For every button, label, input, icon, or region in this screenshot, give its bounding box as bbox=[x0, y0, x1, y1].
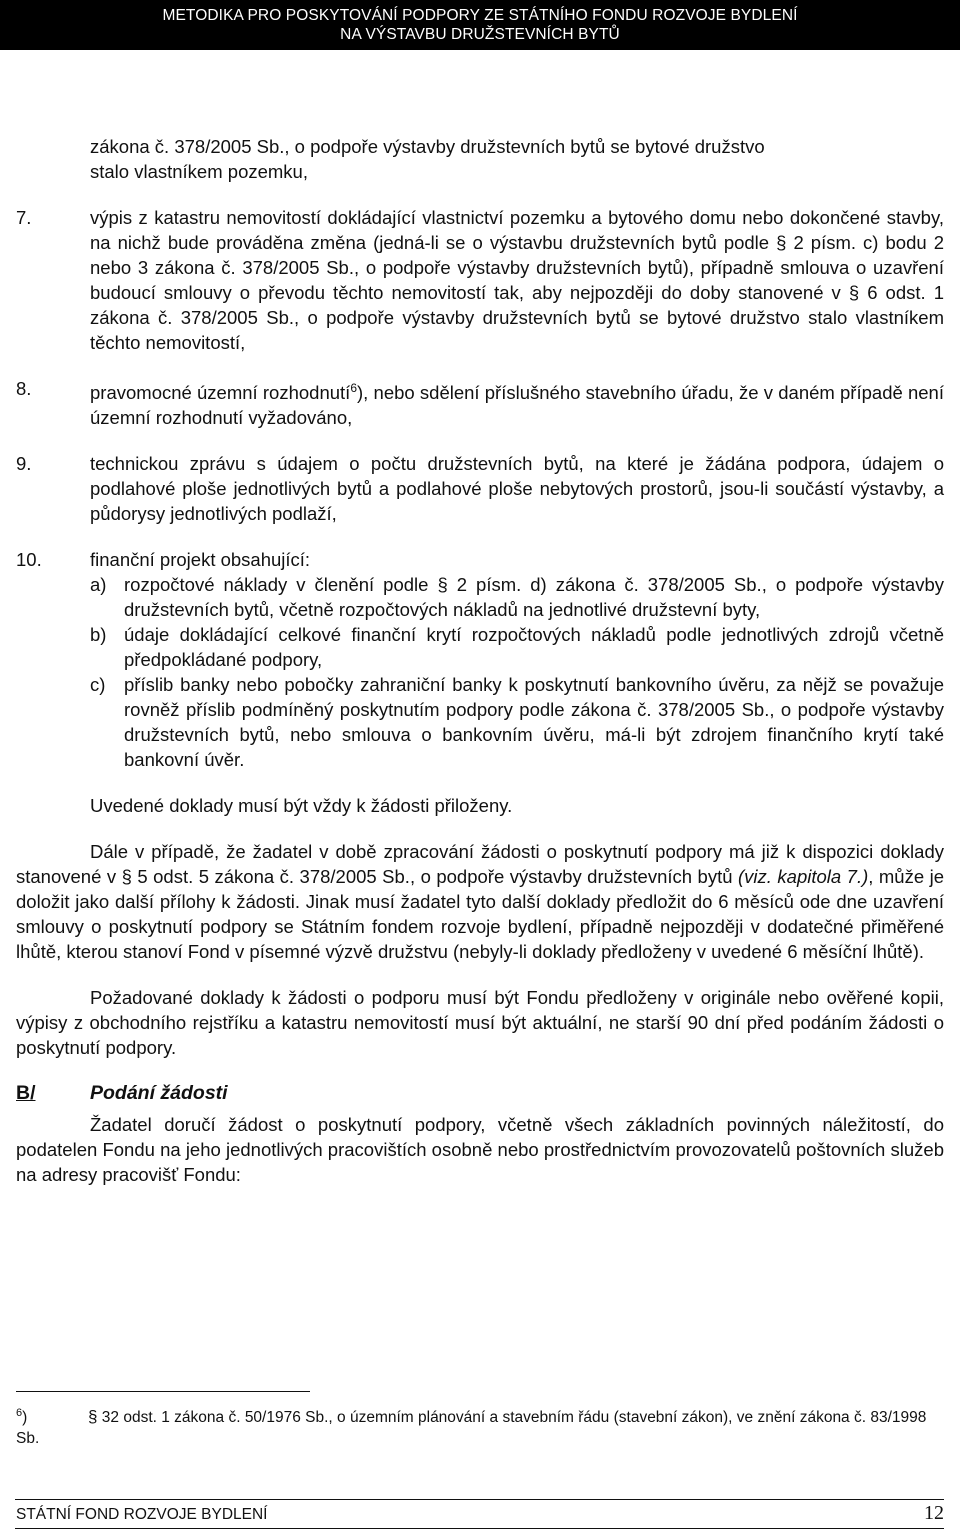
list-item-text: výpis z katastru nemovitostí dokládající vlastnictví pozemku a bytového domu nebo dokončené stavby, na nichž bude prováděna změna (jedná-li se o výstavbu družstevních bytů podle § 2 písm. c) bodu 2 nebo 3 zákona č. 378/2005 Sb., o podpoře výstavby družstevních bytů), případně smlouva o uzavření budoucí smlouvy o převodu těchto nemovitostí tak, aby nejpozději do doby stanovené v § 6 odst. 1 zákona č. 378/2005 Sb., o podpoře výstavby družstevních bytů se bytové družstvo stalo vlastníkem těchto nemovitostí, bbox=[90, 207, 944, 353]
sub-item-b bbox=[90, 622, 944, 672]
list-item-text: pravomocné územní rozhodnutí bbox=[90, 382, 351, 403]
continued-line-1: zákona č. 378/2005 Sb., o podpoře výstavby družstevních bytů se bytové družstvo bbox=[90, 136, 765, 157]
sub-item-text: rozpočtové náklady v členění podle § 2 písm. d) zákona č. 378/2005 Sb., o podpoře výstavby družstevních bytů, včetně rozpočtových nákladů na jednotlivé družstevní byty, bbox=[124, 574, 944, 620]
document-body bbox=[16, 134, 944, 1187]
list-number: 8. bbox=[16, 378, 32, 399]
list-number: 7. bbox=[16, 207, 32, 228]
paragraph-text-cont: , může je doložit jako další přílohy k žádosti. Jinak musí žadatel tyto další doklady předložit do 6 měsíců ode dne uzavření smlouvy o poskytnutí podpory se Státním fondem rozvoje bydlení, případně nejpozději v dodatečné přiměřené lhůtě, kterou stanoví Fond v písemné výzvě družstvu (nebyly-li doklady předloženy v uvedené 6 měsíční lhůtě). bbox=[16, 866, 945, 962]
footnote-reference: 6 bbox=[350, 381, 358, 395]
page-number: 12 bbox=[924, 1502, 944, 1524]
footnote-text: 32 odst. 1 zákona č. 50/1976 Sb., o územním plánování a stavebním řádu (stavební zákon), ve znění zákona č. 83/1998 Sb. bbox=[16, 1409, 927, 1447]
footnote-marker bbox=[16, 1403, 88, 1428]
list-number: 9. bbox=[16, 453, 32, 474]
list-item-9 bbox=[16, 451, 944, 526]
sub-item-text: údaje dokládající celkové finanční krytí rozpočtových nákladů podle jednotlivých zdrojů včetně předpokládané podpory, bbox=[124, 624, 944, 670]
sub-item-text: příslib banky nebo pobočky zahraniční banky k poskytnutí bankovního úvěru, za nějž se považuje rovněž příslib podmíněný poskytnutím podpory podle zákona č. 378/2005 Sb., o podpoře výstavby družstevních bytů, nebo smlouva o bankovním úvěru, má-li být zdrojem finančního krytí také bankovní úvěr. bbox=[124, 674, 944, 770]
paragraph-zadatel: Žadatel doručí žádost o poskytnutí podpory, včetně všech základních povinných náležitostí, do podatelen Fondu na jeho jednotlivých pracovištích osobně nebo prostřednictvím provozovatelů poštovních služeb na adresy pracovišť Fondu: bbox=[16, 1114, 944, 1185]
paragraph-uvedene: Uvedené doklady musí být vždy k žádosti přiloženy. bbox=[90, 795, 513, 816]
header-line-1: METODIKA PRO POSKYTOVÁNÍ PODPORY ZE STÁTNÍHO FONDU ROZVOJE BYDLENÍ bbox=[162, 7, 798, 24]
list-item-text: technickou zprávu s údajem o počtu družstevních bytů, na které je žádána podpora, údajem o podlahové ploše jednotlivých bytů a podlahové ploše nebytových prostorů, jsou-li součástí výstavby, a půdorysy jednotlivých podlaží, bbox=[90, 453, 944, 524]
continued-line-2: stalo vlastníkem pozemku, bbox=[90, 161, 308, 182]
sub-item-c bbox=[90, 672, 944, 772]
sub-label: b) bbox=[90, 624, 107, 645]
list-item-text-cont: ), nebo sdělení příslušného stavebního úřadu, že v daném případě není územní rozhodnutí vyžadováno, bbox=[90, 382, 944, 428]
section-code: B/ bbox=[16, 1082, 36, 1104]
list-item-text: finanční projekt obsahující: bbox=[90, 549, 311, 570]
list-number: 10. bbox=[16, 549, 42, 570]
list-item-10 bbox=[16, 547, 944, 572]
footer-organization: STÁTNÍ FOND ROZVOJE BYDLENÍ bbox=[16, 1506, 268, 1523]
paragraph-text: Dále v případě, že žadatel v době zpracování žádosti o poskytnutí podpory má již k dispozici doklady stanovené v § 5 odst. 5 zákona č. 378/2005 Sb., o podpoře výstavby družstevních bytů bbox=[16, 841, 944, 887]
paragraph-dale bbox=[16, 839, 944, 964]
header-line-2: NA VÝSTAVBU DRUŽSTEVNÍCH BYTŮ bbox=[340, 26, 620, 43]
footnote-paren: ) bbox=[22, 1409, 28, 1426]
sub-label: a) bbox=[90, 574, 107, 595]
list-item-7 bbox=[16, 205, 944, 355]
running-header bbox=[0, 0, 960, 50]
section-sign: § bbox=[88, 1407, 98, 1426]
paragraph-pozadovane: Požadované doklady k žádosti o podporu musí být Fondu předloženy v originále nebo ověřené kopii, výpisy z obchodního rejstříku a katastru nemovitostí musí být aktuální, ne starší 90 dní před podáním žádosti o poskytnutí podpory. bbox=[16, 987, 944, 1058]
continued-item-text bbox=[90, 134, 944, 184]
sub-label: c) bbox=[90, 674, 106, 695]
footnote-number: 6 bbox=[16, 1407, 23, 1419]
footnote-separator bbox=[16, 1391, 310, 1392]
section-title: Podání žádosti bbox=[90, 1082, 228, 1104]
footnote bbox=[16, 1403, 944, 1449]
section-heading bbox=[16, 1081, 944, 1106]
paragraph-italic-ref: (viz. kapitola 7.) bbox=[738, 866, 869, 887]
list-item-8 bbox=[16, 376, 944, 430]
sub-item-a bbox=[90, 572, 944, 622]
page-footer bbox=[15, 1499, 944, 1529]
